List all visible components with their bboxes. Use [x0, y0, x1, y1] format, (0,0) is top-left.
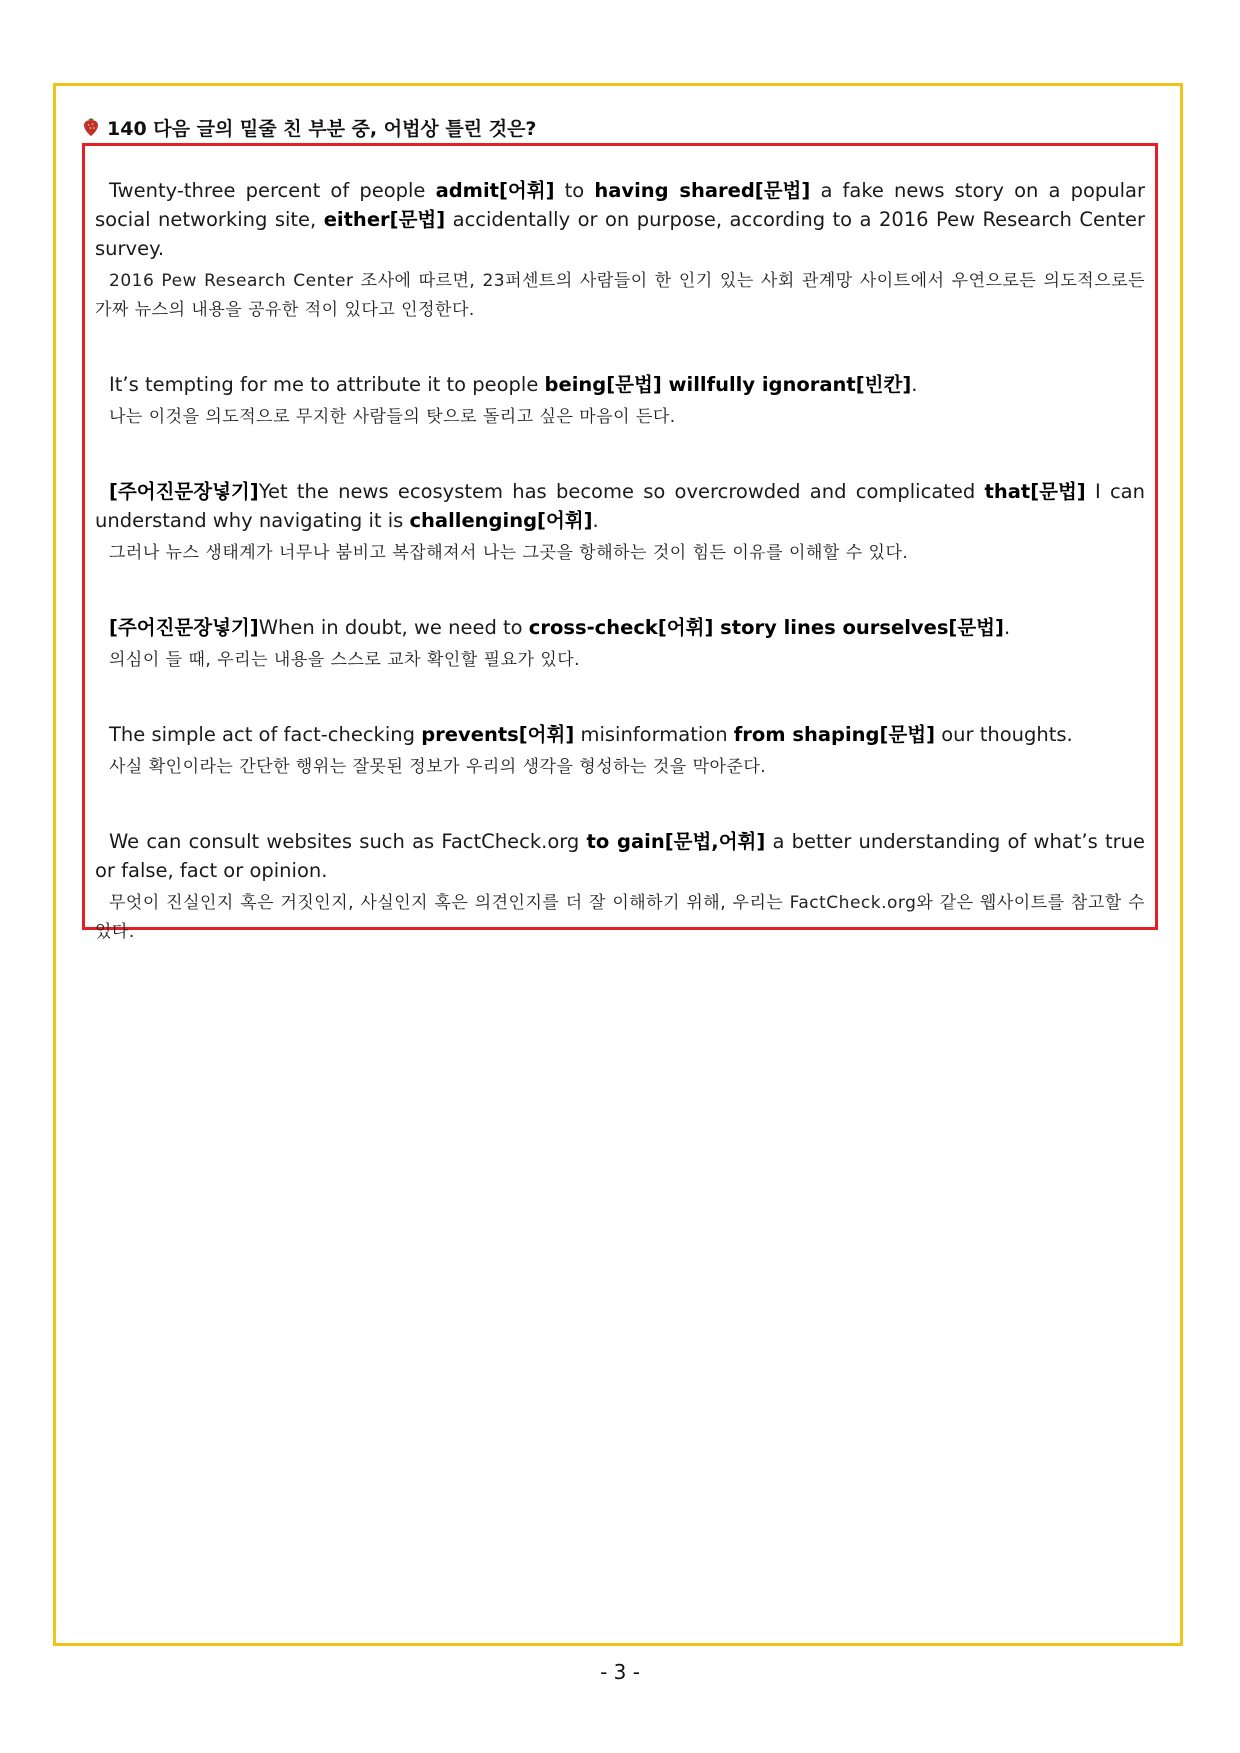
sentence-text: our thoughts.	[935, 723, 1073, 746]
korean-translation: 그러나 뉴스 생태계가 너무나 붐비고 복잡해져서 나는 그곳을 항해하는 것이 힘든 이유를 이해할 수 있다.	[109, 543, 909, 563]
sentence-text: .	[592, 509, 599, 532]
sentence-text: It’s tempting for me to attribute it to people	[109, 373, 545, 396]
passage-box	[82, 143, 1158, 942]
korean-translation: 무엇이 진실인지 혹은 거짓인지, 사실인지 혹은 의견인지를 더 잘 이해하기 위해, 우리는 FactCheck.org와 같은 웹사이트를 참고할 수 있다.	[95, 893, 1145, 942]
marked-phrase: being[문법] willfully ignorant[빈칸]	[544, 373, 912, 396]
english-sentence	[95, 477, 1145, 535]
korean-translation: 나는 이것을 의도적으로 무지한 사람들의 탓으로 돌리고 싶은 마음이 든다.	[109, 407, 676, 427]
sentence-text: misinformation	[574, 723, 734, 746]
sentence-text: a fake news story on a popular social networking site,	[95, 179, 1145, 231]
english-sentence	[95, 827, 1145, 885]
marked-phrase: challenging[어휘]	[409, 509, 593, 532]
english-sentence	[95, 176, 1145, 263]
passage-block-5	[95, 720, 1145, 782]
page-number: - 3 -	[600, 1660, 640, 1684]
marked-phrase: cross-check[어휘] story lines ourselves[문법]	[528, 616, 1004, 639]
english-sentence	[95, 370, 1145, 399]
marked-phrase: prevents[어휘]	[421, 723, 575, 746]
english-sentence	[95, 720, 1145, 749]
korean-translation: 사실 확인이라는 간단한 행위는 잘못된 정보가 우리의 생각을 형성하는 것을 막아준다.	[109, 757, 767, 777]
marked-phrase: having shared[문법]	[594, 179, 811, 202]
sentence-text: Twenty-three percent of people	[109, 179, 436, 202]
sentence-text: .	[1003, 616, 1011, 639]
passage-block-2	[95, 370, 1145, 432]
sentence-text: to	[554, 179, 595, 202]
marked-phrase: to gain[문법,어휘]	[586, 830, 766, 853]
sentence-text: I can understand why navigating it is	[95, 480, 1145, 532]
strawberry-bullet-icon	[83, 117, 99, 137]
passage-block-1	[95, 176, 1145, 325]
question-header	[83, 112, 536, 142]
passage-block-4	[95, 613, 1145, 675]
marked-phrase: from shaping[문법]	[733, 723, 935, 746]
sentence-text: a better understanding of what’s true or false, fact or opinion.	[95, 830, 1145, 882]
sentence-text: The simple act of fact-checking	[109, 723, 422, 746]
passage-block-6	[95, 827, 1145, 947]
marked-phrase: that[문법]	[984, 480, 1086, 503]
sentence-text: We can consult websites such as FactCheck.org	[109, 830, 587, 853]
sentence-text: .	[911, 373, 918, 396]
korean-translation: 2016 Pew Research Center 조사에 따르면, 23퍼센트의 사람들이 한 인기 있는 사회 관계망 사이트에서 우연으로든 의도적으로든 가짜 뉴스의 내용을 공유한 적이 있다고 인정한다.	[95, 271, 1145, 320]
sentence-text: When in doubt, we need to	[258, 616, 529, 639]
english-sentence	[95, 613, 1145, 642]
marked-phrase: admit[어휘]	[435, 179, 555, 202]
question-text: 140 다음 글의 밑줄 친 부분 중, 어법상 틀린 것은?	[107, 117, 537, 140]
marked-phrase: [주어진문장넣기]	[109, 616, 259, 639]
passage-block-3	[95, 477, 1145, 568]
sentence-text: accidentally or on purpose, according to a 2016 Pew Research Center survey.	[95, 208, 1145, 260]
marked-phrase: either[문법]	[323, 208, 446, 231]
korean-translation: 의심이 들 때, 우리는 내용을 스스로 교차 확인할 필요가 있다.	[109, 650, 581, 670]
sentence-text: Yet the news ecosystem has become so overcrowded and complicated	[258, 480, 985, 503]
marked-phrase: [주어진문장넣기]	[109, 480, 259, 503]
